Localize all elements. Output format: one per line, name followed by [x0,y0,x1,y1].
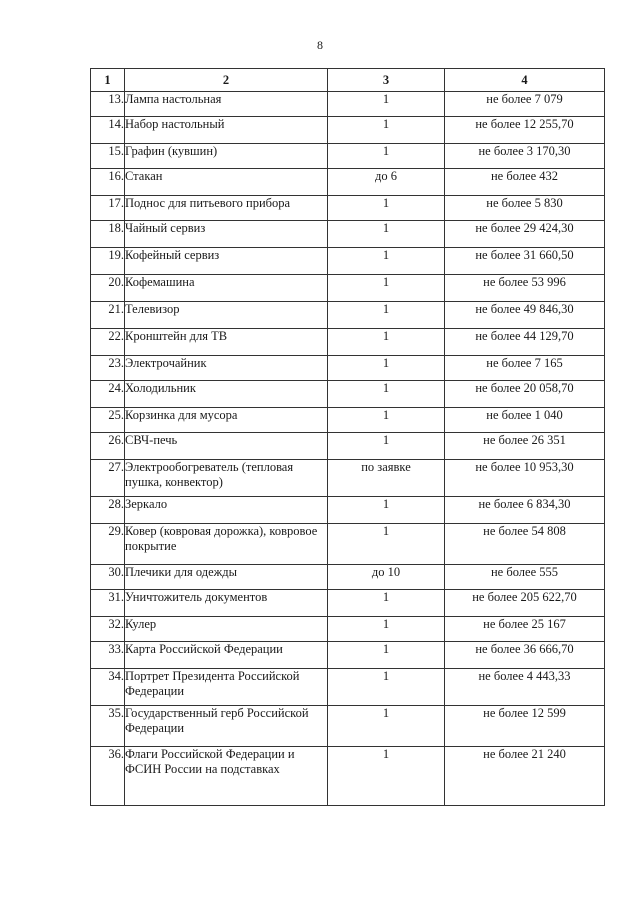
table-row [91,497,605,524]
row-item-name: Ковер (ковровая дорожка), ковровое покрытие [125,524,328,565]
row-number: 15. [91,144,125,169]
row-number: 20. [91,275,125,302]
row-item-name: Набор настольный [125,117,328,144]
row-price: не более 53 996 [445,275,605,302]
row-price: не более 5 830 [445,196,605,221]
table-row [91,329,605,356]
table-row [91,356,605,381]
table-row [91,169,605,196]
header-col-4: 4 [445,69,605,92]
table-row [91,460,605,497]
row-item-name: Флаги Российской Федерации и ФСИН России на подставках [125,747,328,806]
row-quantity: 1 [328,92,445,117]
table-row [91,221,605,248]
row-price: не более 12 599 [445,706,605,747]
row-quantity: 1 [328,408,445,433]
table-row [91,642,605,669]
row-price: не более 25 167 [445,617,605,642]
row-number: 36. [91,747,125,806]
header-col-3: 3 [328,69,445,92]
items-table [90,68,605,806]
row-quantity: 1 [328,275,445,302]
row-number: 23. [91,356,125,381]
row-quantity: до 6 [328,169,445,196]
table-row [91,248,605,275]
row-quantity: 1 [328,433,445,460]
row-number: 34. [91,669,125,706]
table-row [91,117,605,144]
table-row [91,669,605,706]
row-item-name: Телевизор [125,302,328,329]
row-quantity: 1 [328,590,445,617]
row-quantity: по заявке [328,460,445,497]
row-item-name: Корзинка для мусора [125,408,328,433]
row-item-name: Карта Российской Федерации [125,642,328,669]
row-price: не более 1 040 [445,408,605,433]
table-row [91,92,605,117]
row-quantity: 1 [328,669,445,706]
table-row [91,302,605,329]
row-item-name: Уничтожитель документов [125,590,328,617]
row-item-name: Зеркало [125,497,328,524]
table-row [91,565,605,590]
row-item-name: Кулер [125,617,328,642]
row-quantity: 1 [328,381,445,408]
row-price: не более 26 351 [445,433,605,460]
row-number: 24. [91,381,125,408]
row-price: не более 7 165 [445,356,605,381]
row-item-name: Кронштейн для ТВ [125,329,328,356]
table-row [91,617,605,642]
row-item-name: СВЧ-печь [125,433,328,460]
row-number: 30. [91,565,125,590]
row-item-name: Холодильник [125,381,328,408]
table-row [91,196,605,221]
row-price: не более 7 079 [445,92,605,117]
row-price: не более 21 240 [445,747,605,806]
row-quantity: до 10 [328,565,445,590]
row-quantity: 1 [328,196,445,221]
row-quantity: 1 [328,356,445,381]
table-row [91,381,605,408]
row-price: не более 29 424,30 [445,221,605,248]
row-price: не более 49 846,30 [445,302,605,329]
row-item-name: Чайный сервиз [125,221,328,248]
row-price: не более 6 834,30 [445,497,605,524]
row-quantity: 1 [328,248,445,275]
row-number: 18. [91,221,125,248]
table-row [91,408,605,433]
row-price: не более 12 255,70 [445,117,605,144]
row-number: 17. [91,196,125,221]
row-quantity: 1 [328,747,445,806]
row-quantity: 1 [328,329,445,356]
row-price: не более 31 660,50 [445,248,605,275]
row-price: не более 10 953,30 [445,460,605,497]
row-number: 22. [91,329,125,356]
row-number: 14. [91,117,125,144]
row-item-name: Стакан [125,169,328,196]
table-row [91,275,605,302]
row-item-name: Поднос для питьевого прибора [125,196,328,221]
header-col-2: 2 [125,69,328,92]
table-row [91,747,605,806]
row-quantity: 1 [328,144,445,169]
row-quantity: 1 [328,706,445,747]
row-quantity: 1 [328,117,445,144]
row-number: 19. [91,248,125,275]
table-row [91,144,605,169]
header-col-1: 1 [91,69,125,92]
row-price: не более 555 [445,565,605,590]
row-item-name: Кофемашина [125,275,328,302]
row-price: не более 44 129,70 [445,329,605,356]
row-quantity: 1 [328,497,445,524]
row-item-name: Электрочайник [125,356,328,381]
table-row [91,706,605,747]
row-item-name: Кофейный сервиз [125,248,328,275]
row-number: 31. [91,590,125,617]
row-number: 35. [91,706,125,747]
page-number: 8 [317,38,323,52]
row-number: 25. [91,408,125,433]
row-number: 27. [91,460,125,497]
row-quantity: 1 [328,642,445,669]
row-item-name: Государственный герб Российской Федерации [125,706,328,747]
row-price: не более 54 808 [445,524,605,565]
row-number: 32. [91,617,125,642]
row-number: 13. [91,92,125,117]
row-price: не более 36 666,70 [445,642,605,669]
row-price: не более 20 058,70 [445,381,605,408]
row-item-name: Плечики для одежды [125,565,328,590]
row-quantity: 1 [328,524,445,565]
row-item-name: Портрет Президента Российской Федерации [125,669,328,706]
table-row [91,590,605,617]
table-row [91,524,605,565]
row-item-name: Графин (кувшин) [125,144,328,169]
row-quantity: 1 [328,302,445,329]
row-number: 28. [91,497,125,524]
row-price: не более 432 [445,169,605,196]
row-price: не более 4 443,33 [445,669,605,706]
row-number: 16. [91,169,125,196]
row-price: не более 3 170,30 [445,144,605,169]
row-number: 26. [91,433,125,460]
row-number: 21. [91,302,125,329]
table-row [91,433,605,460]
row-price: не более 205 622,70 [445,590,605,617]
row-item-name: Электрообогреватель (тепловая пушка, конвектор) [125,460,328,497]
row-quantity: 1 [328,221,445,248]
row-number: 33. [91,642,125,669]
row-number: 29. [91,524,125,565]
row-quantity: 1 [328,617,445,642]
table-header-row [91,69,605,92]
row-item-name: Лампа настольная [125,92,328,117]
